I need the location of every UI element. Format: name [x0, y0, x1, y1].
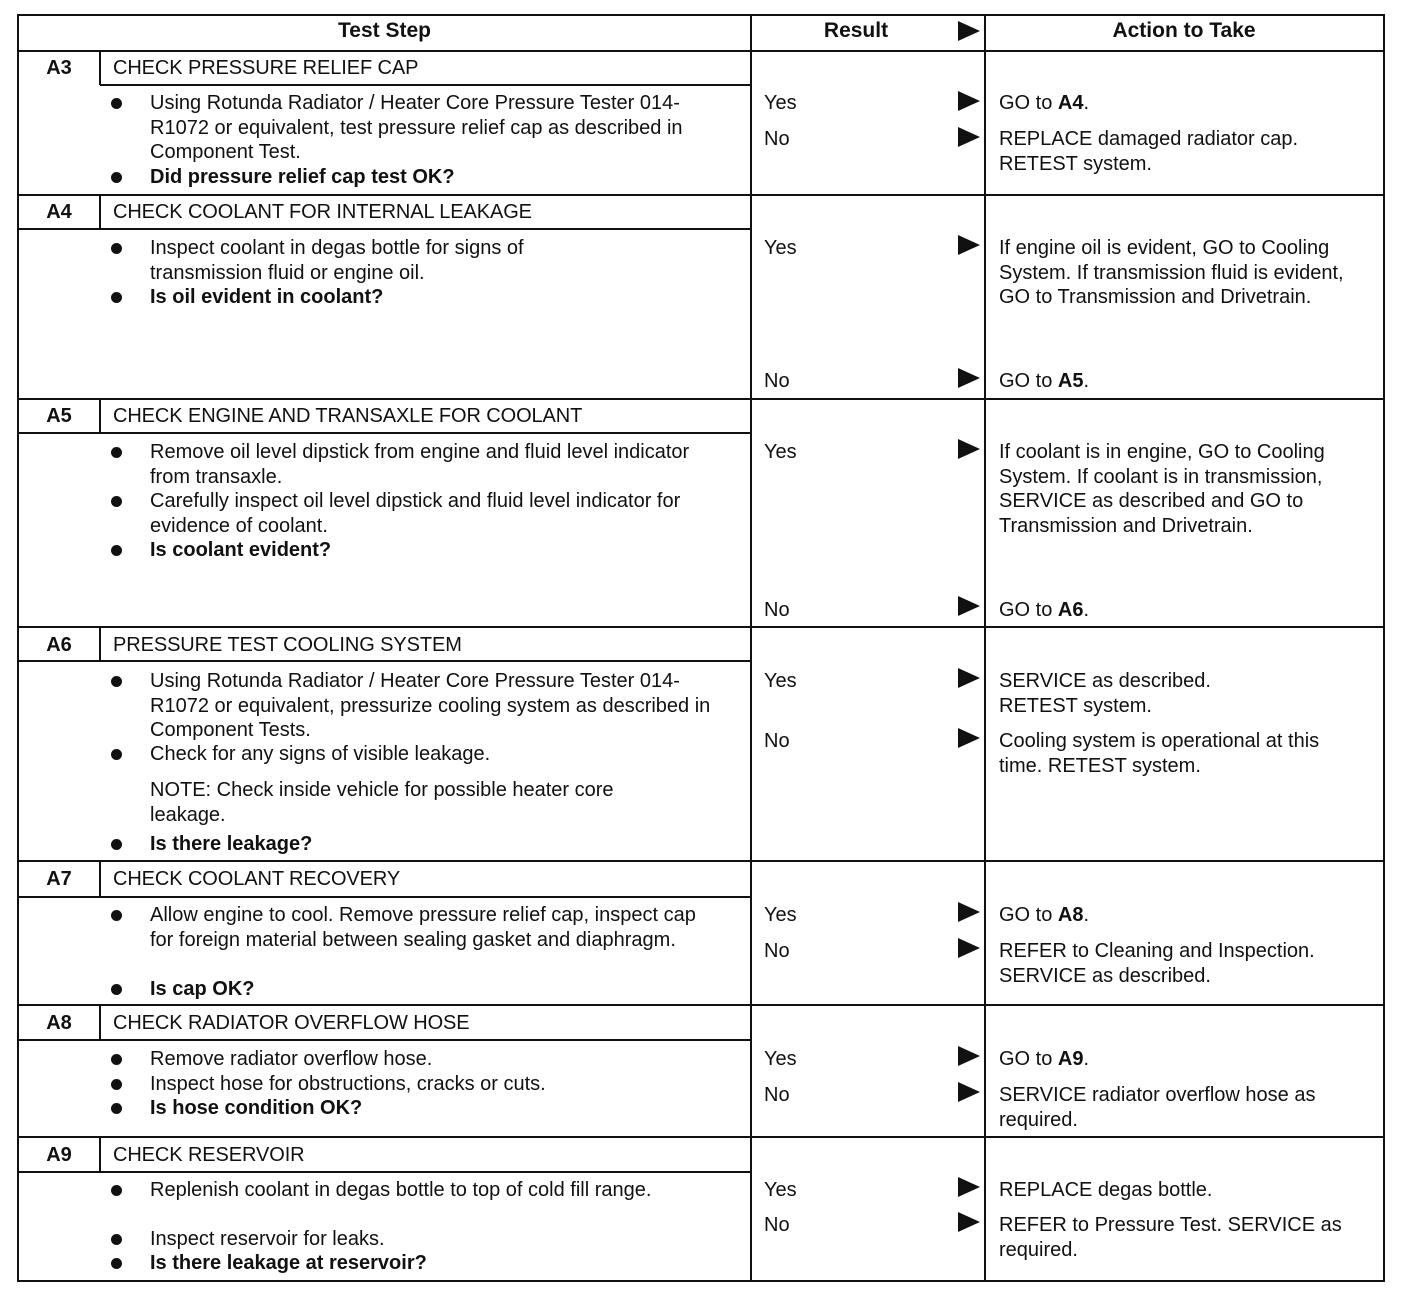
step-id: A3	[46, 57, 72, 79]
action-text: GO to A6.	[999, 599, 1090, 621]
step-id: A4	[46, 201, 72, 223]
step-title: CHECK COOLANT RECOVERY	[113, 868, 401, 890]
step-title: CHECK PRESSURE RELIEF CAP	[113, 57, 419, 79]
result-label: Yes	[764, 1179, 797, 1201]
bullet-item: Did pressure relief cap test OK?	[150, 166, 455, 188]
result-label: Yes	[764, 904, 797, 926]
result-label: No	[764, 730, 790, 752]
action-text: GO to A9.	[999, 1048, 1090, 1070]
step-title: CHECK RADIATOR OVERFLOW HOSE	[113, 1012, 470, 1034]
bullet-item: Is there leakage?	[150, 833, 313, 855]
header-action: Action to Take	[1112, 19, 1256, 42]
result-label: Yes	[764, 441, 797, 463]
bullet-item: Is there leakage at reservoir?	[150, 1252, 427, 1274]
action-text: If coolant is in engine, GO to Cooling System. If coolant is in transmission, SERVICE as described and GO to Transmission and Drivetrain.	[999, 441, 1325, 537]
bullet-item: Using Rotunda Radiator / Heater Core Pressure Tester 014-R1072 or equivalent, test pressure relief cap as described in Component Test.	[150, 92, 683, 163]
result-label: No	[764, 370, 790, 392]
bullet-item: Replenish coolant in degas bottle to top of cold fill range.	[150, 1179, 652, 1201]
bullet-item: Using Rotunda Radiator / Heater Core Pressure Tester 014-R1072 or equivalent, pressurize cooling system as described in Component Tests.	[150, 670, 711, 741]
arrow-icon	[957, 366, 981, 390]
arrow-icon	[957, 19, 981, 43]
action-text: If engine oil is evident, GO to Cooling System. If transmission fluid is evident, GO to Transmission and Drivetrain.	[999, 237, 1344, 308]
step-title: PRESSURE TEST COOLING SYSTEM	[113, 634, 462, 656]
bullet-item: Is hose condition OK?	[150, 1097, 363, 1119]
arrow-icon	[957, 89, 981, 113]
note-text: NOTE: Check inside vehicle for possible heater core leakage.	[150, 779, 614, 826]
arrow-icon	[957, 125, 981, 149]
result-label: No	[764, 128, 790, 150]
step-id: A8	[46, 1012, 72, 1034]
arrow-icon	[957, 233, 981, 257]
bullet-item: Is oil evident in coolant?	[150, 286, 384, 308]
arrow-icon	[957, 726, 981, 750]
step-title: CHECK RESERVOIR	[113, 1144, 305, 1166]
arrow-icon	[957, 1210, 981, 1234]
action-text: GO to A4.	[999, 92, 1090, 114]
result-label: No	[764, 940, 790, 962]
step-id: A9	[46, 1144, 72, 1166]
bullet-item: Allow engine to cool. Remove pressure relief cap, inspect cap for foreign material between sealing gasket and diaphragm.	[150, 904, 696, 951]
action-text: REFER to Pressure Test. SERVICE as required.	[999, 1214, 1342, 1261]
action-text: REFER to Cleaning and Inspection. SERVICE as described.	[999, 940, 1315, 987]
result-label: No	[764, 1084, 790, 1106]
action-text: REPLACE degas bottle.	[999, 1179, 1213, 1201]
result-label: No	[764, 599, 790, 621]
bullet-item: Inspect hose for obstructions, cracks or cuts.	[150, 1073, 546, 1095]
bullet-item: Is coolant evident?	[150, 539, 332, 561]
arrow-icon	[957, 666, 981, 690]
arrow-icon	[957, 1080, 981, 1104]
arrow-icon	[957, 437, 981, 461]
action-text: SERVICE radiator overflow hose as required.	[999, 1084, 1316, 1131]
bullet-item: Check for any signs of visible leakage.	[150, 743, 491, 765]
step-id: A5	[46, 405, 72, 427]
bullet-item: Remove radiator overflow hose.	[150, 1048, 433, 1070]
action-text: REPLACE damaged radiator cap. RETEST system.	[999, 128, 1299, 175]
result-label: Yes	[764, 237, 797, 259]
result-label: Yes	[764, 1048, 797, 1070]
step-id: A7	[46, 868, 72, 890]
result-label: Yes	[764, 92, 797, 114]
bullet-item: Is cap OK?	[150, 978, 255, 1000]
arrow-icon	[957, 936, 981, 960]
bullet-item: Inspect coolant in degas bottle for signs of transmission fluid or engine oil.	[150, 237, 524, 284]
result-label: No	[764, 1214, 790, 1236]
step-title: CHECK COOLANT FOR INTERNAL LEAKAGE	[113, 201, 532, 223]
bullet-item: Remove oil level dipstick from engine and fluid level indicator from transaxle.	[150, 441, 690, 488]
step-id: A6	[46, 634, 72, 656]
arrow-icon	[957, 1044, 981, 1068]
action-text: SERVICE as described. RETEST system.	[999, 670, 1211, 717]
arrow-icon	[957, 1175, 981, 1199]
result-label: Yes	[764, 670, 797, 692]
arrow-icon	[957, 594, 981, 618]
header-test-step: Test Step	[338, 19, 431, 42]
action-text: Cooling system is operational at this time. RETEST system.	[999, 730, 1320, 777]
arrow-icon	[957, 900, 981, 924]
action-text: GO to A8.	[999, 904, 1090, 926]
action-text: GO to A5.	[999, 370, 1090, 392]
bullet-item: Carefully inspect oil level dipstick and fluid level indicator for evidence of coolant.	[150, 490, 681, 537]
bullet-item: Inspect reservoir for leaks.	[150, 1228, 385, 1250]
header-result: Result	[823, 19, 889, 42]
step-title: CHECK ENGINE AND TRANSAXLE FOR COOLANT	[113, 405, 583, 427]
